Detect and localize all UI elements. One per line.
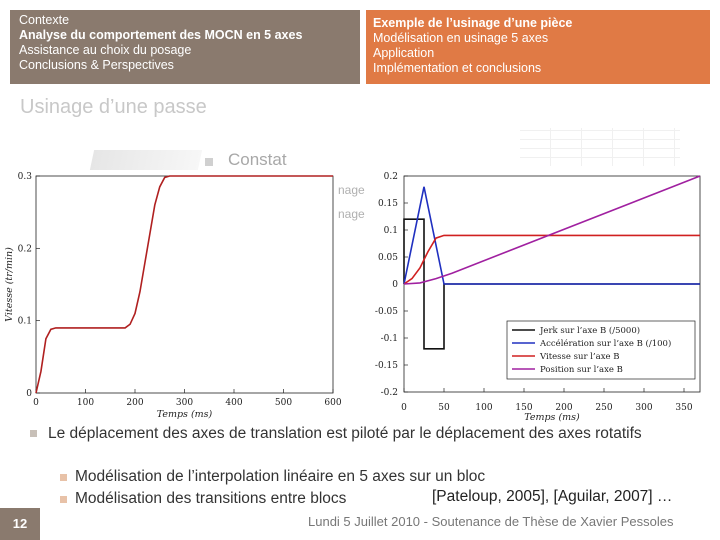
bullet-marker — [60, 496, 67, 503]
x-tick-label: 600 — [324, 398, 342, 408]
ghost-constat-text: Constat — [228, 150, 287, 169]
outline-item: Contexte — [19, 13, 70, 27]
y-tick-label: 0.2 — [383, 172, 398, 182]
outline-item-current: Exemple de l’usinage d’une pièce — [373, 16, 573, 30]
x-axis-label: Temps (ms) — [156, 409, 213, 420]
outline-item: Conclusions & Perspectives — [19, 58, 174, 72]
y-tick-label: 0.1 — [17, 316, 32, 327]
x-tick-label: 250 — [595, 403, 613, 413]
ghost-usinage-text: nage — [338, 207, 365, 221]
x-axis-label: Temps (ms) — [524, 412, 580, 423]
section-title: Usinage d’une passe — [20, 96, 207, 118]
x-tick-label: 150 — [515, 403, 533, 413]
slide-number: 12 — [0, 508, 40, 540]
bullet-marker — [30, 430, 37, 437]
x-tick-label: 100 — [475, 403, 493, 413]
y-tick-label: -0.05 — [374, 307, 398, 317]
y-tick-label: 0 — [26, 389, 32, 399]
outline-item: Assistance au choix du posage — [19, 43, 192, 57]
references: [Pateloup, 2005], [Aguilar, 2007] … — [432, 488, 673, 505]
y-tick-label: 0 — [392, 280, 398, 290]
outline-item-current: Analyse du comportement des MOCN en 5 axes — [19, 28, 303, 42]
outline-item: Modélisation en usinage 5 axes — [373, 31, 549, 45]
y-tick-label: 0.2 — [17, 244, 32, 255]
velocity-plot — [4, 172, 342, 420]
main-bullet-text: Le déplacement des axes de translation est piloté par le déplacement des axes rotatifs — [48, 425, 642, 442]
y-tick-label: 0.1 — [383, 226, 398, 236]
x-tick-label: 300 — [175, 398, 194, 408]
outline-item: Implémentation et conclusions — [373, 61, 542, 75]
legend-label: Position sur l’axe B — [540, 365, 623, 375]
y-axis-label: Vitesse (tr/min) — [4, 247, 15, 322]
x-tick-label: 0 — [401, 403, 407, 413]
y-tick-label: -0.15 — [374, 361, 398, 371]
sub-bullet-text: Modélisation de l’interpolation linéaire en 5 axes sur un bloc — [75, 468, 486, 485]
x-tick-label: 200 — [126, 398, 144, 408]
x-tick-label: 400 — [225, 398, 243, 408]
x-tick-label: 100 — [76, 398, 95, 408]
legend-label: Vitesse sur l’axe B — [540, 352, 620, 362]
x-tick-label: 50 — [438, 403, 450, 413]
y-tick-label: 0.15 — [377, 199, 398, 209]
x-tick-label: 350 — [675, 403, 693, 413]
x-tick-label: 500 — [274, 398, 293, 408]
plot-frame — [36, 176, 333, 393]
sub-bullet-text: Modélisation des transitions entre blocs — [75, 490, 347, 507]
y-tick-label: -0.1 — [380, 334, 398, 344]
y-tick-label: 0.05 — [377, 253, 398, 263]
bullet-marker — [60, 474, 67, 481]
legend-label: Jerk sur l’axe B (/5000) — [540, 326, 641, 336]
x-tick-label: 300 — [635, 403, 653, 413]
legend-label: Accélération sur l’axe B (/100) — [540, 339, 672, 349]
footer: Lundi 5 Juillet 2010 - Soutenance de Thèse de Xavier Pessoles — [308, 514, 674, 529]
axis-b-profile-plot — [375, 172, 700, 423]
y-tick-label: 0.3 — [17, 172, 32, 182]
y-tick-label: -0.2 — [380, 388, 398, 398]
x-tick-label: 0 — [33, 398, 39, 408]
x-tick-label: 200 — [555, 403, 573, 413]
outline-item: Application — [373, 46, 435, 60]
ghost-usinage-text: nage — [338, 183, 365, 197]
